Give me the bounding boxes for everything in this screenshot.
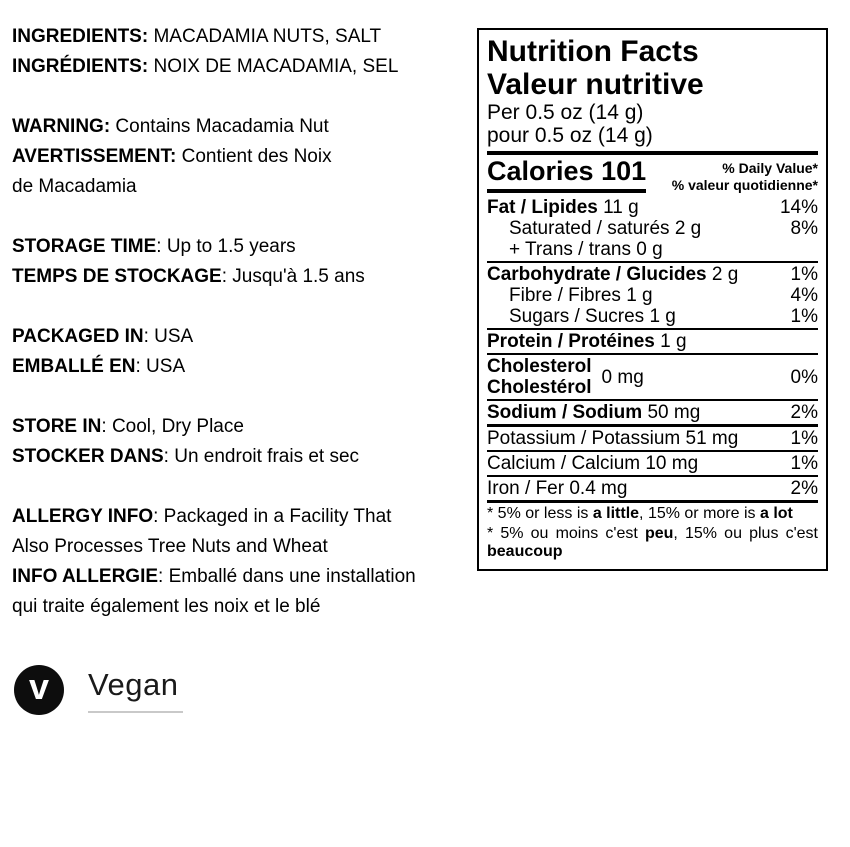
allergy-label-fr: INFO ALLERGIE [12,566,159,587]
warning-line-fr-2 [12,172,474,202]
footnote-en [487,505,818,523]
ingredients-line-fr [12,52,474,82]
cholesterol-dv: 0% [790,366,818,388]
nutrient-row-saturated [487,218,818,239]
allergy-line-en [12,502,474,532]
nutrient-name [487,453,698,474]
footnote-fr-bold-2: beaucoup [487,543,563,560]
warning-label-en: WARNING: [12,116,111,137]
nutrient-name [487,331,687,352]
divider-medium [487,424,818,427]
vegan-v-letter: v [28,666,50,707]
ingredients-line-en [12,22,474,52]
nutrient-amount: Iron / Fer 0.4 mg [487,478,628,499]
nutrient-row-sodium [487,402,818,423]
serving-size-fr: pour 0.5 oz (14 g) [487,124,653,147]
packaged-in-text-en: : USA [143,326,194,347]
nutrient-name [487,239,663,260]
nutrient-row-calcium [487,453,818,474]
nutrient-name [487,264,738,285]
nutrient-row-protein [487,331,818,352]
cholesterol-amount: 0 mg [601,366,644,388]
nutrient-name [487,428,738,449]
nutrient-name [487,402,700,423]
nutrient-amount: Fibre / Fibres 1 g [509,285,653,306]
nutrient-dv: 4% [790,285,818,306]
warning-label-fr: AVERTISSEMENT: [12,146,177,167]
nutrition-facts-panel [477,28,828,571]
serving-size-en: Per 0.5 oz (14 g) [487,101,644,124]
nutrient-name-bold: Sodium / Sodium [487,402,643,423]
vegan-label: Vegan [88,667,179,702]
nutrition-title-fr: Valeur nutritive [487,68,704,101]
vegan-wordmark [88,667,183,713]
nutrient-name-bold: Carbohydrate / Glucides [487,264,707,285]
nutrient-dv: 8% [790,218,818,239]
daily-value-header-fr: % valeur quotidienne* [671,177,818,193]
ingredients-label-en: INGREDIENTS: [12,26,149,47]
divider-thick-top [487,151,818,155]
calories-row [487,156,818,194]
warning-section [12,112,474,202]
packaged-in-line-en [12,322,474,352]
storage-time-label-en: STORAGE TIME [12,236,157,257]
nutrient-amount: + Trans / trans 0 g [509,239,663,260]
footnote-en-text: * 5% or less is [487,505,593,522]
allergy-line-en-2 [12,532,474,562]
footnote-en-text-2: , 15% or more is [639,505,760,522]
nutrient-name [487,197,639,218]
calories-value-block [487,156,646,193]
calories-value: 101 [601,156,647,186]
store-in-section [12,412,474,472]
cholesterol-name-fr: Cholestérol [487,377,592,398]
ingredients-text-fr: NOIX DE MACADAMIA, SEL [148,56,399,77]
footnote-fr [487,525,818,561]
divider [487,261,818,263]
nutrient-rows [487,197,818,503]
store-in-line-fr [12,442,474,472]
storage-time-label-fr: TEMPS DE STOCKAGE [12,266,222,287]
nutrient-dv: 2% [790,478,818,499]
packaged-in-text-fr: : USA [135,356,186,377]
nutrient-row-sugars [487,306,818,327]
storage-time-line-en [12,232,474,262]
nutrient-row-cholesterol [487,356,818,398]
warning-line-fr [12,142,474,172]
nutrition-title-en: Nutrition Facts [487,35,699,68]
storage-time-section [12,232,474,292]
allergy-text-en-cont: Also Processes Tree Nuts and Wheat [12,536,328,557]
nutrient-dv: 1% [790,306,818,327]
vegan-underline [88,711,183,713]
storage-time-text-en: : Up to 1.5 years [156,236,296,257]
nutrient-amount: 11 g [597,197,639,218]
ingredients-text-en: MACADAMIA NUTS, SALT [148,26,382,47]
allergy-line-fr-2 [12,592,474,622]
vegan-badge [14,665,183,715]
nutrient-row-iron [487,478,818,499]
footnote-en-bold-1: a little [592,505,640,522]
nutrient-dv: 2% [790,402,818,423]
divider [487,399,818,401]
allergy-text-en: : Packaged in a Facility That [153,506,392,527]
storage-time-line-fr [12,262,474,292]
nutrient-dv: 1% [790,428,818,449]
nutrient-amount: Calcium / Calcium 10 mg [487,453,699,474]
nutrient-amount: Sugars / Sucres 1 g [509,306,676,327]
nutrient-amount: 50 mg [642,402,701,423]
warning-line-en [12,112,474,142]
nutrient-row-carbohydrate [487,264,818,285]
nutrient-row-trans [487,239,818,260]
ingredients-label-fr: INGRÉDIENTS: [12,56,149,77]
nutrient-amount: 2 g [706,264,739,285]
divider-medium [487,500,818,503]
nutrient-name [487,285,653,306]
footnote-fr-bold-1: peu [644,525,674,542]
storage-time-text-fr: : Jusqu'à 1.5 ans [221,266,365,287]
packaged-in-label-fr: EMBALLÉ EN [12,356,136,377]
store-in-label-fr: STOCKER DANS [12,446,164,467]
divider [487,475,818,477]
divider [487,353,818,355]
packaged-in-label-en: PACKAGED IN [12,326,144,347]
nutrient-amount: Potassium / Potassium 51 mg [487,428,739,449]
allergy-text-fr: : Emballé dans une installation [158,566,416,587]
nutrient-name [487,478,627,499]
allergy-label-en: ALLERGY INFO [12,506,154,527]
nutrient-name-bold: Fat / Lipides [487,197,598,218]
nutrient-name [487,306,676,327]
divider [487,328,818,330]
allergy-line-fr [12,562,474,592]
warning-text-fr-cont: de Macadamia [12,176,137,197]
store-in-label-en: STORE IN [12,416,102,437]
daily-value-header-en: % Daily Value* [722,160,818,176]
ingredients-section [12,22,474,82]
warning-text-en: Contains Macadamia Nut [110,116,329,137]
nutrient-name-bold: Protein / Protéines [487,331,655,352]
cholesterol-name-en: Cholesterol [487,356,592,377]
nutrient-dv: 1% [790,264,818,285]
calories-label: Calories [487,156,594,186]
product-info-panel [12,22,474,652]
store-in-text-fr: : Un endroit frais et sec [163,446,360,467]
nutrient-row-fat [487,197,818,218]
cholesterol-names [487,356,592,398]
nutrient-dv: 14% [779,197,818,218]
packaged-in-line-fr [12,352,474,382]
store-in-line-en [12,412,474,442]
nutrient-name [487,218,701,239]
store-in-text-en: : Cool, Dry Place [101,416,244,437]
warning-text-fr: Contient des Noix [176,146,332,167]
vegan-v-icon [14,665,64,715]
footnote-fr-text-2: , 15% ou plus c'est [673,525,819,542]
divider [487,450,818,452]
allergy-text-fr-cont: qui traite également les noix et le blé [12,596,321,617]
allergy-info-section [12,502,474,622]
nutrient-amount: Saturated / saturés 2 g [509,218,702,239]
nutrient-row-fibre [487,285,818,306]
nutrient-dv: 1% [790,453,818,474]
footnote-en-bold-2: a lot [759,505,793,522]
nutrient-row-potassium [487,428,818,449]
packaged-in-section [12,322,474,382]
footnote-fr-text: * 5% ou moins c'est [487,525,645,542]
nutrient-amount: 1 g [654,331,687,352]
daily-value-header [672,156,818,194]
